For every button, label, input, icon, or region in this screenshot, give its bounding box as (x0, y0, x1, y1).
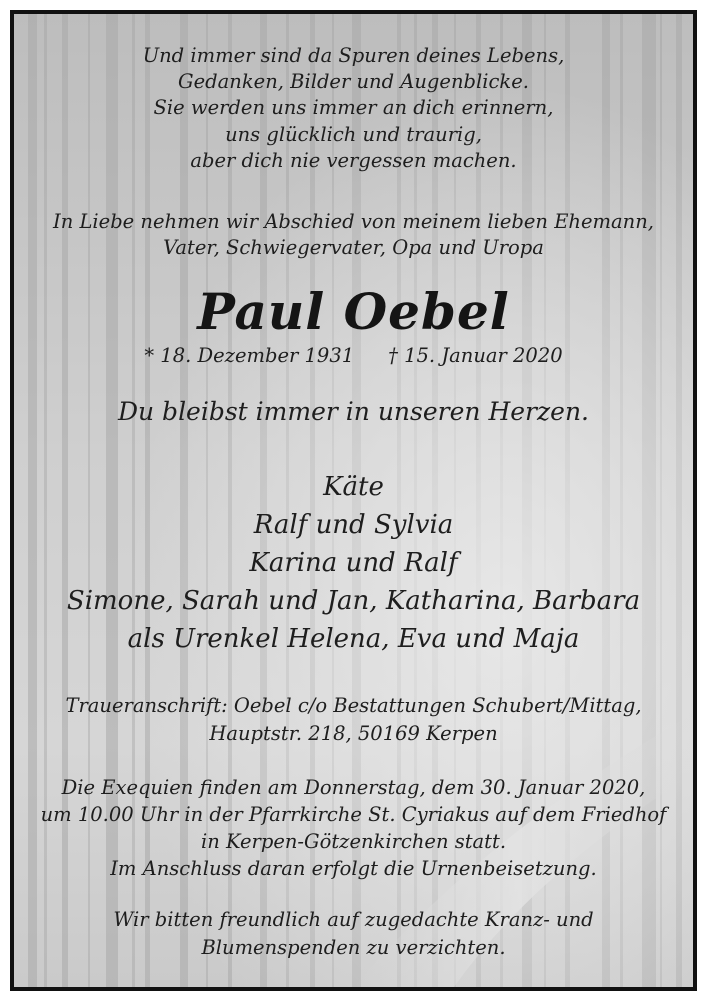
service-line: Die Exequien finden am Donnerstag, dem 30. Januar 2020, (61, 776, 646, 799)
notice-text (14, 14, 693, 987)
service-line: in Kerpen-Götzenkirchen statt. (200, 830, 507, 853)
motto: Du bleibst immer in unseren Herzen. (117, 397, 590, 426)
poem-line: Gedanken, Bilder und Augenblicke. (178, 70, 529, 93)
family-line: Karina und Ralf (249, 548, 458, 578)
address-line: Hauptstr. 218, 50169 Kerpen (209, 722, 498, 745)
family-line: Simone, Sarah und Jan, Katharina, Barbara (66, 586, 641, 616)
service-line: um 10.00 Uhr in der Pfarrkirche St. Cyriakus auf dem Friedhof (40, 803, 667, 826)
intro-line: Vater, Schwiegervater, Opa und Uropa (163, 236, 544, 259)
life-dates (14, 344, 693, 367)
request-line: Blumenspenden zu verzichten. (201, 936, 506, 959)
family-line: als Urenkel Helena, Eva und Maja (127, 624, 580, 654)
deceased-name: Paul Oebel (197, 282, 510, 341)
death-date: † 15. Januar 2020 (388, 344, 563, 367)
poem-line: uns glücklich und traurig, (225, 123, 482, 146)
birth-date: * 18. Dezember 1931 (144, 344, 355, 367)
address-line: Traueranschrift: Oebel c/o Bestattungen Schubert/Mittag, (65, 694, 642, 717)
poem-line: Sie werden uns immer an dich erinnern, (153, 96, 554, 119)
obituary-notice (10, 10, 697, 991)
intro-line: In Liebe nehmen wir Abschied von meinem lieben Ehemann, (53, 210, 654, 233)
family-line: Käte (323, 472, 384, 502)
family-line: Ralf und Sylvia (253, 510, 454, 540)
request-line: Wir bitten freundlich auf zugedachte Kranz- und (113, 908, 594, 931)
service-line: Im Anschluss daran erfolgt die Urnenbeisetzung. (110, 857, 597, 880)
poem-line: aber dich nie vergessen machen. (190, 149, 517, 172)
poem-line: Und immer sind da Spuren deines Lebens, (142, 44, 565, 67)
